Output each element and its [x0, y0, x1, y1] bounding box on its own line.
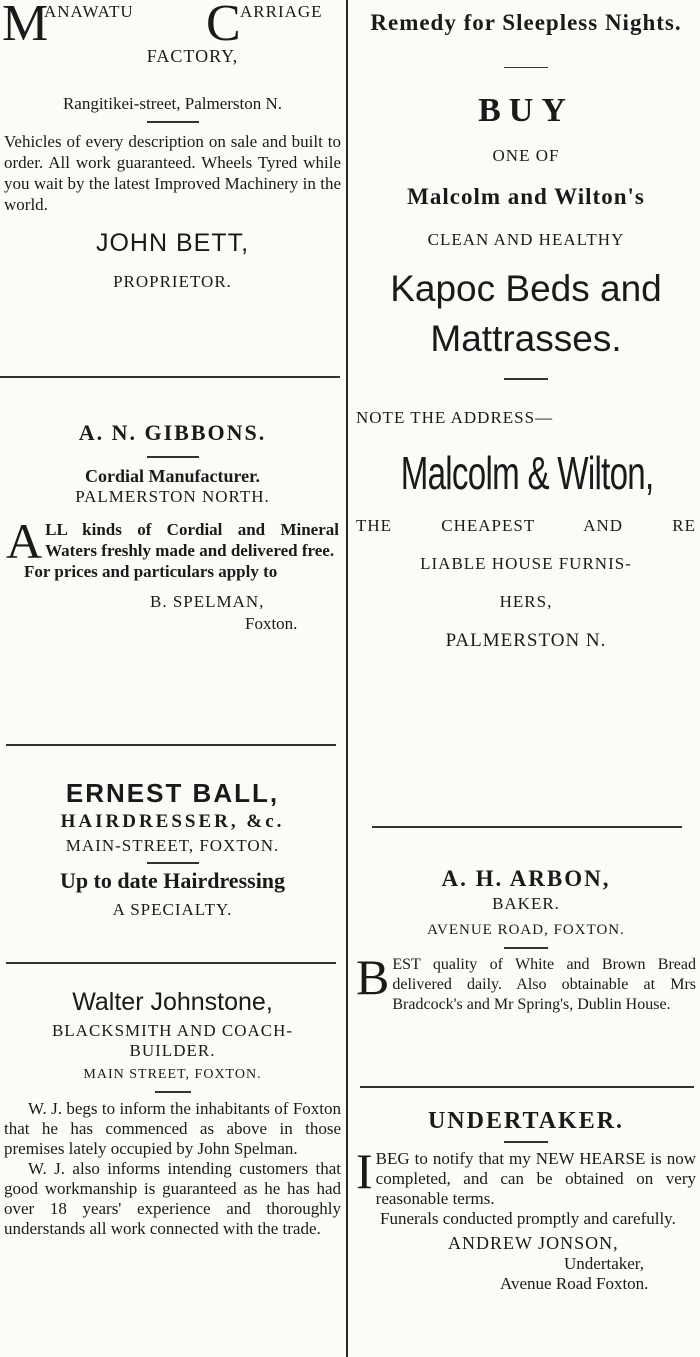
- ad-separator: [6, 744, 336, 746]
- ad-separator: [0, 376, 340, 378]
- malcolm-note: NOTE THE ADDRESS—: [356, 408, 554, 427]
- gibbons-body: LL kinds of Cordial and Mineral Waters freshly made and delivered free.: [45, 520, 339, 560]
- arbon-body: EST quality of White and Brown Bread delivered daily. Also obtainable at Mrs Bradcock's and Mr Spring's, Dublin House.: [392, 956, 696, 1013]
- short-rule: [504, 1141, 548, 1143]
- short-rule: [504, 947, 548, 949]
- malcolm-product-2: Mattrasses.: [430, 318, 622, 359]
- gibbons-agent-town: Foxton.: [245, 614, 298, 633]
- carriage-address: Rangitikei-street, Palmerston N.: [62, 94, 283, 113]
- carriage-body: Vehicles of every description on sale and built to order. All work guaranteed. Wheels Tyred while you wait by the latest Improved Machinery in the world.: [4, 132, 341, 214]
- ad-separator: [6, 962, 336, 964]
- drop-cap-i: I: [356, 1143, 373, 1199]
- malcolm-town: PALMERSTON N.: [445, 630, 607, 651]
- johnstone-address: MAIN STREET, FOXTON.: [83, 1067, 262, 1082]
- short-rule: [147, 862, 199, 864]
- short-rule: [147, 456, 199, 458]
- carriage-factory-ad: [0, 0, 345, 292]
- malcolm-buy: BUY: [478, 92, 574, 129]
- proprietor-name: JOHN BETT,: [95, 229, 250, 257]
- arbon-name: A. H. ARBON,: [441, 866, 611, 891]
- undertaker-name: ANDREW JONSON,: [448, 1233, 619, 1253]
- short-rule: [155, 1091, 191, 1093]
- column-rule: [346, 0, 348, 1357]
- ernest-ball-ad: [0, 778, 345, 920]
- malcolm-line-3: HERS,: [499, 592, 553, 611]
- malcolm-product-1: Kapoc Beds and: [390, 268, 662, 309]
- malcolm-line-1: THE CHEAPEST AND RE: [356, 516, 696, 535]
- undertaker-title: UNDERTAKER.: [427, 1108, 625, 1134]
- undertaker-body-2: Funerals conducted promptly and carefully.: [380, 1209, 676, 1228]
- johnstone-ad: [0, 988, 345, 1239]
- drop-cap-b: B: [356, 949, 390, 1005]
- heading-carriage: ARRIAGE: [240, 2, 323, 21]
- johnstone-trade-1: BLACKSMITH AND COACH-: [51, 1021, 294, 1040]
- gibbons-trade: Cordial Manufacturer.: [85, 466, 260, 486]
- ball-address: MAIN-STREET, FOXTON.: [65, 836, 280, 855]
- heading-initial-c: C: [206, 0, 241, 52]
- ball-name: ERNEST BALL,: [65, 778, 280, 808]
- johnstone-para-1: W. J. begs to inform the inhabitants of Foxton that he has commenced as above in those premises lately occupied by John Spelman.: [4, 1099, 341, 1158]
- malcolm-headline: Remedy for Sleepless Nights.: [370, 10, 682, 35]
- gibbons-body-2: For prices and particulars apply to: [24, 562, 278, 581]
- arbon-trade: BAKER.: [492, 894, 560, 913]
- malcolm-one-of: ONE OF: [492, 146, 560, 165]
- gibbons-town: PALMERSTON NORTH.: [75, 487, 270, 506]
- malcolm-wilton-ad: [352, 10, 700, 652]
- short-rule: [147, 121, 199, 123]
- heading-initial-m: M: [2, 0, 49, 52]
- short-rule: [504, 67, 548, 68]
- heading-factory: FACTORY,: [146, 46, 239, 66]
- short-rule: [504, 378, 548, 380]
- drop-cap-a: A: [6, 513, 43, 569]
- arbon-ad: [352, 866, 700, 1015]
- undertaker-ad: [352, 1108, 700, 1294]
- ball-trade: HAIRDRESSER, &c.: [60, 811, 285, 832]
- undertaker-address: Avenue Road Foxton.: [500, 1274, 649, 1293]
- malcolm-line-2: LIABLE HOUSE FURNIS-: [420, 554, 632, 573]
- johnstone-name: Walter Johnstone,: [72, 988, 273, 1016]
- ad-separator: [360, 1086, 694, 1088]
- proprietor-role: PROPRIETOR.: [113, 272, 232, 291]
- gibbons-ad: [0, 420, 345, 634]
- heading-manawatu: ANAWATU: [44, 2, 134, 21]
- malcolm-firm: Malcolm and Wilton's: [407, 184, 645, 209]
- arbon-address: AVENUE ROAD, FOXTON.: [427, 922, 625, 938]
- johnstone-para-2: W. J. also informs intending customers that good workmanship is guaranteed as he has had over 18 years' experience and thoroughly understands all work connected with the trade.: [4, 1159, 341, 1238]
- johnstone-trade-2: BUILDER.: [129, 1041, 216, 1060]
- malcolm-clean: CLEAN AND HEALTHY: [427, 230, 625, 249]
- gibbons-name: A. N. GIBBONS.: [78, 420, 267, 445]
- left-column: [0, 0, 345, 1357]
- undertaker-body: BEG to notify that my NEW HEARSE is now completed, and can be obtained on very reasonable terms.: [375, 1149, 696, 1208]
- ball-specialty: A SPECIALTY.: [112, 900, 233, 919]
- undertaker-role: Undertaker,: [564, 1254, 645, 1273]
- gibbons-agent: B. SPELMAN,: [150, 592, 265, 611]
- ad-separator: [372, 826, 682, 828]
- malcolm-firm-big: Malcolm & Wilton,: [400, 447, 654, 499]
- ball-tagline: Up to date Hairdressing: [59, 868, 286, 893]
- right-column: [352, 0, 700, 1357]
